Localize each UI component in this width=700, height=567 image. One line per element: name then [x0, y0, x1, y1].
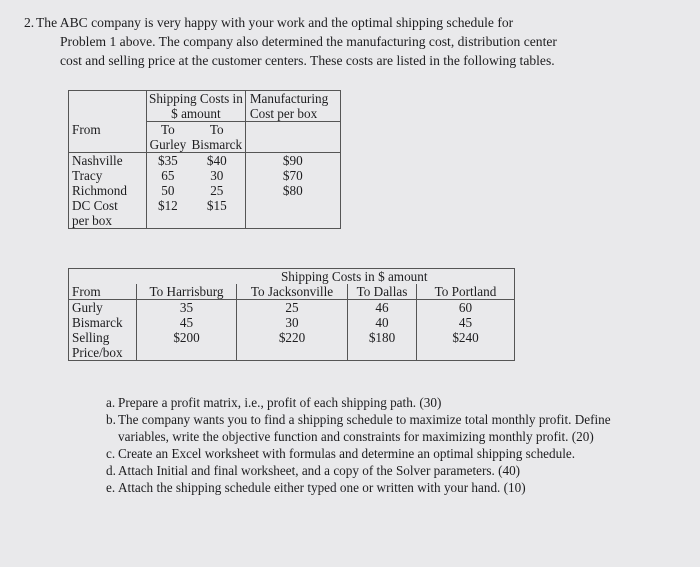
to-harrisburg-header: To Harrisburg [137, 284, 237, 300]
row-label: DC Cost [72, 198, 118, 213]
cell-value: 50 [147, 183, 189, 198]
cell-value: 60 [417, 300, 515, 316]
bismarck-header: Bismarck [189, 137, 246, 153]
row-label: Tracy [72, 168, 103, 183]
cell-value: $70 [245, 168, 340, 183]
to-portland-header: To Portland [417, 284, 515, 300]
to-gurley-header: To [147, 122, 189, 138]
table-row [69, 330, 515, 345]
manufacturing-subheader: Cost per box [245, 106, 340, 122]
problem-line-1: The ABC company is very happy with your work and the optimal shipping schedule for [36, 15, 514, 30]
cell-value: 30 [237, 315, 348, 330]
cell-value: $90 [245, 153, 340, 169]
problem-number: 2. [24, 15, 35, 30]
manufacturing-header: Manufacturing [245, 91, 340, 107]
cell-value: 25 [237, 300, 348, 316]
cell-value: 45 [137, 315, 237, 330]
problem-line-2: Problem 1 above. The company also determined the manufacturing cost, distribution center [60, 34, 557, 49]
from-label: From [72, 121, 101, 137]
table-row [69, 300, 515, 316]
cell-value: $15 [206, 198, 227, 213]
from-label: From [69, 284, 137, 300]
cell-value: $80 [245, 183, 340, 198]
table-row [69, 315, 515, 330]
row-label: per box [72, 213, 112, 228]
to-jacksonville-header: To Jacksonville [237, 284, 348, 300]
table-row [69, 198, 341, 213]
cell-value: $12 [147, 198, 189, 213]
to-bismarck-header: To [209, 122, 224, 137]
to-dallas-header: To Dallas [348, 284, 417, 300]
list-item: d. Attach Initial and final worksheet, and a copy of the Solver parameters. (40) [106, 463, 521, 478]
problem-statement [24, 13, 684, 70]
list-item: a. Prepare a profit matrix, i.e., profit of each shipping path. (30) [106, 395, 442, 410]
cell-value: $240 [417, 330, 515, 345]
cell-value: 40 [348, 315, 417, 330]
cell-value: 30 [210, 168, 224, 183]
row-label: Richmond [72, 183, 127, 198]
row-label: Gurly [72, 300, 103, 315]
cell-value: 35 [137, 300, 237, 316]
row-label: Price/box [72, 345, 123, 360]
cell-value: 25 [210, 183, 224, 198]
list-item: e. Attach the shipping schedule either typed one or written with your hand. (10) [106, 480, 526, 495]
cell-value: $180 [348, 330, 417, 345]
shipping-costs-header: Shipping Costs in $ amount [280, 269, 428, 284]
row-label: Bismarck [72, 315, 123, 330]
cell-value: 45 [417, 315, 515, 330]
cell-value: $220 [237, 330, 348, 345]
shipping-costs-header: Shipping Costs in [147, 91, 246, 107]
shipping-costs-subheader: $ amount [147, 106, 246, 122]
distribution-shipping-table [68, 268, 515, 361]
cell-value: $35 [147, 153, 189, 169]
cell-value: 65 [147, 168, 189, 183]
row-label: Nashville [72, 153, 123, 168]
cell-value: $40 [206, 153, 227, 168]
cell-value: $200 [137, 330, 237, 345]
row-label: Selling [72, 330, 110, 345]
shipping-manufacturing-table [68, 90, 341, 229]
list-item: c. Create an Excel worksheet with formulas and determine an optimal shipping schedule. [106, 446, 576, 461]
problem-line-3: cost and selling price at the customer centers. These costs are listed in the following tables. [60, 53, 555, 68]
table-row [69, 153, 341, 169]
cell-value: 46 [348, 300, 417, 316]
question-list [106, 394, 626, 496]
table-row [69, 168, 341, 183]
list-item: b. The company wants you to find a shipping schedule to maximize total monthly profit. Define variables, write the objective function and constraints for maximizing monthly profit. (20) [106, 412, 611, 444]
table-row [69, 183, 341, 198]
gurley-header: Gurley [147, 137, 189, 153]
